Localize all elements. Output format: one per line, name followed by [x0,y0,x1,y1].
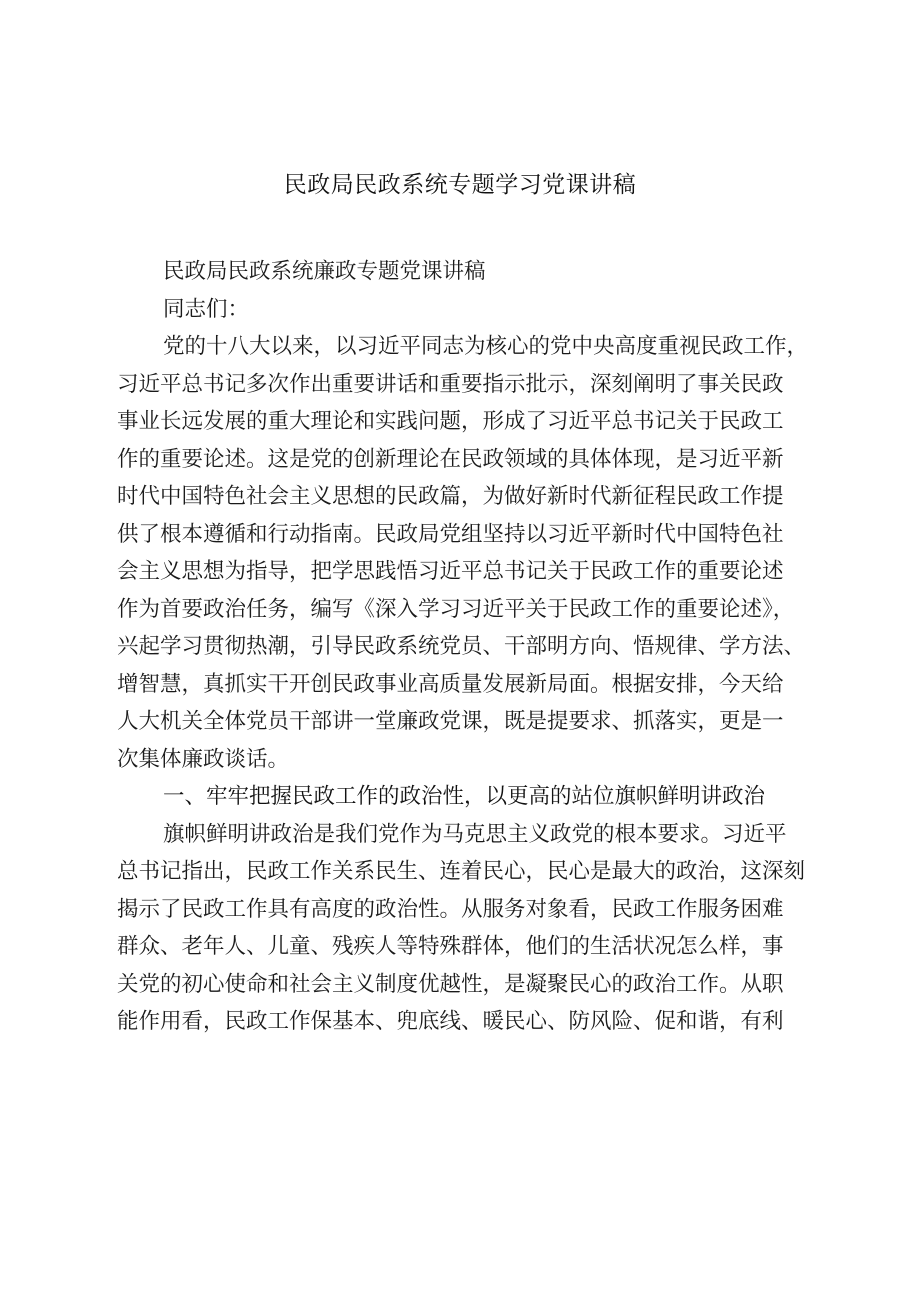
body-text-line: 增智慧，真抓实干开创民政事业高质量发展新局面。根据安排，今天给 [117,671,784,697]
section-heading: 一、牢牢把握民政工作的政治性，以更高的站位旗帜鲜明讲政治 [163,784,766,809]
body-text-line: 事业长远发展的重大理论和实践问题，形成了习近平总书记关于民政工 [117,409,784,434]
body-text-line: 揭示了民政工作具有高度的政治性。从服务对象看，民政工作服务困难 [117,896,784,922]
body-text-line: 总书记指出，民政工作关系民生、连着民心，民心是最大的政治，这深刻 [117,859,806,884]
body-text-line: 供了根本遵循和行动指南。民政局党组坚持以习近平新时代中国特色社 [117,521,784,547]
body-text-line: 习近平总书记多次作出重要讲话和重要指示批示，深刻阐明了事关民政 [117,371,784,397]
body-text-line: 党的十八大以来，以习近平同志为核心的党中央高度重视民政工作， [163,334,809,359]
body-text-line: 次集体廉政谈话。 [117,746,290,772]
body-text-line: 民政局民政系统廉政专题党课讲稿 [163,259,486,284]
body-text-line: 同志们： [163,296,250,322]
body-text-line: 作的重要论述。这是党的创新理论在民政领域的具体体现，是习近平新 [117,446,784,472]
body-text-line: 会主义思想为指导，把学思践悟习近平总书记关于民政工作的重要论述 [117,559,784,584]
body-text-line: 作为首要政治任务，编写《深入学习习近平关于民政工作的重要论述》， [117,596,795,622]
body-text-line: 关党的初心使命和社会主义制度优越性，是凝聚民心的政治工作。从职 [117,971,784,997]
body-text-line: 时代中国特色社会主义思想的民政篇，为做好新时代新征程民政工作提 [117,484,784,509]
body-text-line: 能作用看，民政工作保基本、兜底线、暖民心、防风险、促和谐，有利 [117,1009,784,1034]
body-text-line: 旗帜鲜明讲政治是我们党作为马克思主义政党的根本要求。习近平 [163,821,787,847]
document-title: 民政局民政系统专题学习党课讲稿 [283,172,637,198]
document-body [117,253,847,1041]
body-text-line: 兴起学习贯彻热潮，引导民政系统党员、干部明方向、悟规律、学方法、 [117,634,806,659]
body-text-line: 群众、老年人、儿童、残疾人等特殊群体，他们的生活状况怎么样，事 [117,934,784,959]
body-text-line: 人大机关全体党员干部讲一堂廉政党课，既是提要求、抓落实，更是一 [117,709,784,734]
